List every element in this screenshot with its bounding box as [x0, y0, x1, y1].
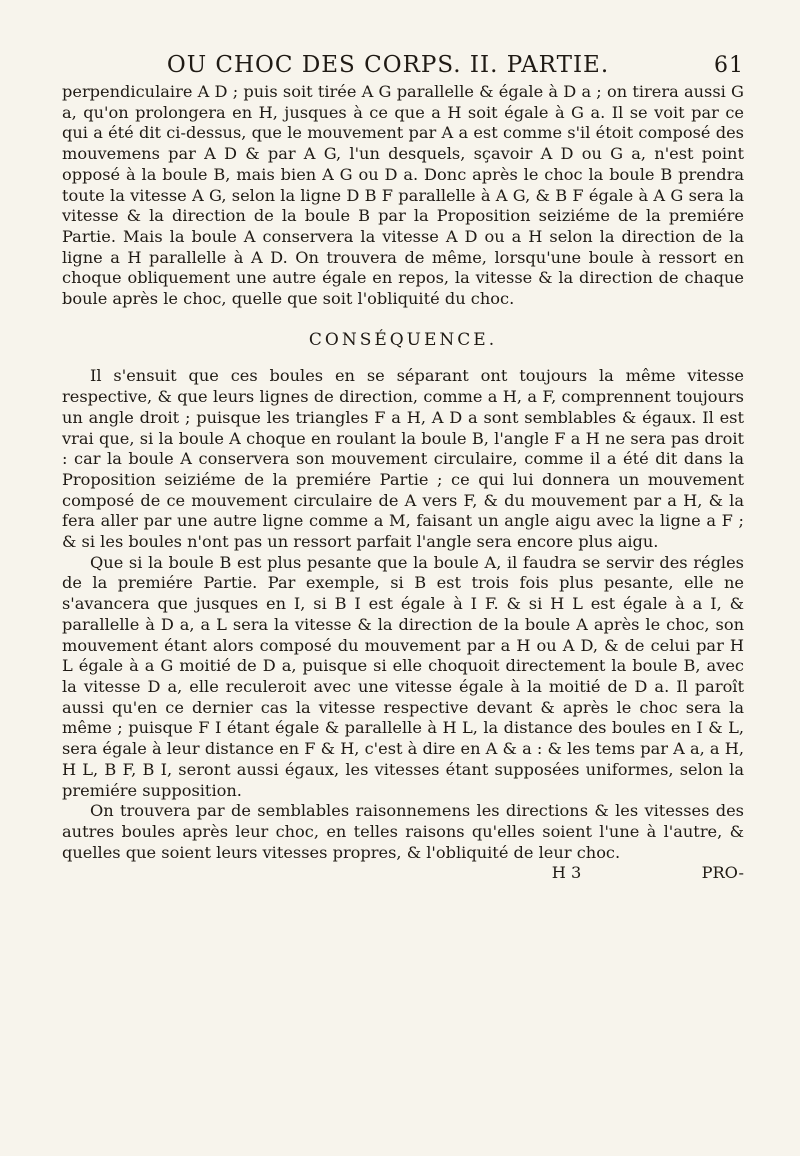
signature-mark: H 3 [551, 863, 582, 883]
running-head [62, 52, 744, 78]
section-heading: CONSÉQUENCE. [308, 329, 498, 350]
page-footer [62, 863, 744, 884]
paragraph-4: On trouvera par de semblables raisonnemens les directions & les vitesses des autres boules après leur choc, en telles raisons qu'elles soient l'une à l'autre, & quelles que soient leurs vitesses propres, & l'obliquité de leur choc. [62, 801, 744, 862]
paragraph-1: perpendiculaire A D ; puis soit tirée A G parallelle & égale à D a ; on tirera aussi G a, qu'on prolongera en H, jusques à ce que a H soit égale à G a. Il se voit par ce qui a été dit ci-dessus, que le mouvement par A a est comme s'il étoit composé des mouvemens par A D & par A G, l'un desquels, sçavoir A D ou G a, n'est point opposé à la boule B, mais bien A G ou D a. Donc après le choc la boule B prendra toute la vitesse A G, selon la ligne D B F parallelle à A G, & B F égale à A G sera la vitesse & la direction de la boule B par la Proposition seiziéme de la premiére Partie. Mais la boule A conservera la vitesse A D ou a H selon la direction de la ligne a H parallelle à A D. On trouvera de même, lorsqu'une boule à ressort en choque obliquement une autre égale en repos, la vitesse & la direction de chaque boule après le choc, quelle que soit l'obliquité du choc. [62, 82, 744, 309]
running-title: OU CHOC DES CORPS. II. PARTIE. [166, 52, 610, 78]
catchword: PRO- [701, 863, 744, 883]
page-number: 61 [714, 53, 744, 78]
paragraph-2: Il s'ensuit que ces boules en se séparant ont toujours la même vitesse respective, & que leurs lignes de direction, comme a H, a F, comprennent toujours un angle droit ; puisque les triangles F a H, A D a sont semblables & égaux. Il est vrai que, si la boule A choque en roulant la boule B, l'angle F a H ne sera pas droit : car la boule A conservera son mouvement circulaire, comme il a été dit dans la Proposition seiziéme de la premiére Partie ; ce qui lui donnera un mouvement composé de ce mouvement circulaire de A vers F, & du mouvement par a H, & la fera aller par une autre ligne comme a M, faisant un angle aigu avec la ligne a F ; & si les boules n'ont pas un ressort parfait l'angle sera encore plus aigu. [62, 366, 744, 552]
paragraph-3: Que si la boule B est plus pesante que la boule A, il faudra se servir des régles de la premiére Partie. Par exemple, si B est trois fois plus pesante, elle ne s'avancera que jusques en I, si B I est égale à I F. & si H L est égale à a I, & parallelle à D a, a L sera la vitesse & la direction de la boule A après le choc, son mouvement étant alors composé du mouvement par a H ou A D, & de celui par H L égale à a G moitié de D a, puisque si elle choquoit directement la boule B, avec la vitesse D a, elle reculeroit avec une vitesse égale à la moitié de D a. Il paroît aussi qu'en ce dernier cas la vitesse respective devant & après le choc sera la même ; puisque F I étant égale & parallelle à H L, la distance des boules en I & L, sera égale à leur distance en F & H, c'est à dire en A & a : & les tems par A a, a H, H L, B F, B I, seront aussi égaux, les vitesses étant supposées uniformes, selon la premiére supposition. [62, 552, 744, 800]
body-text [62, 82, 744, 884]
